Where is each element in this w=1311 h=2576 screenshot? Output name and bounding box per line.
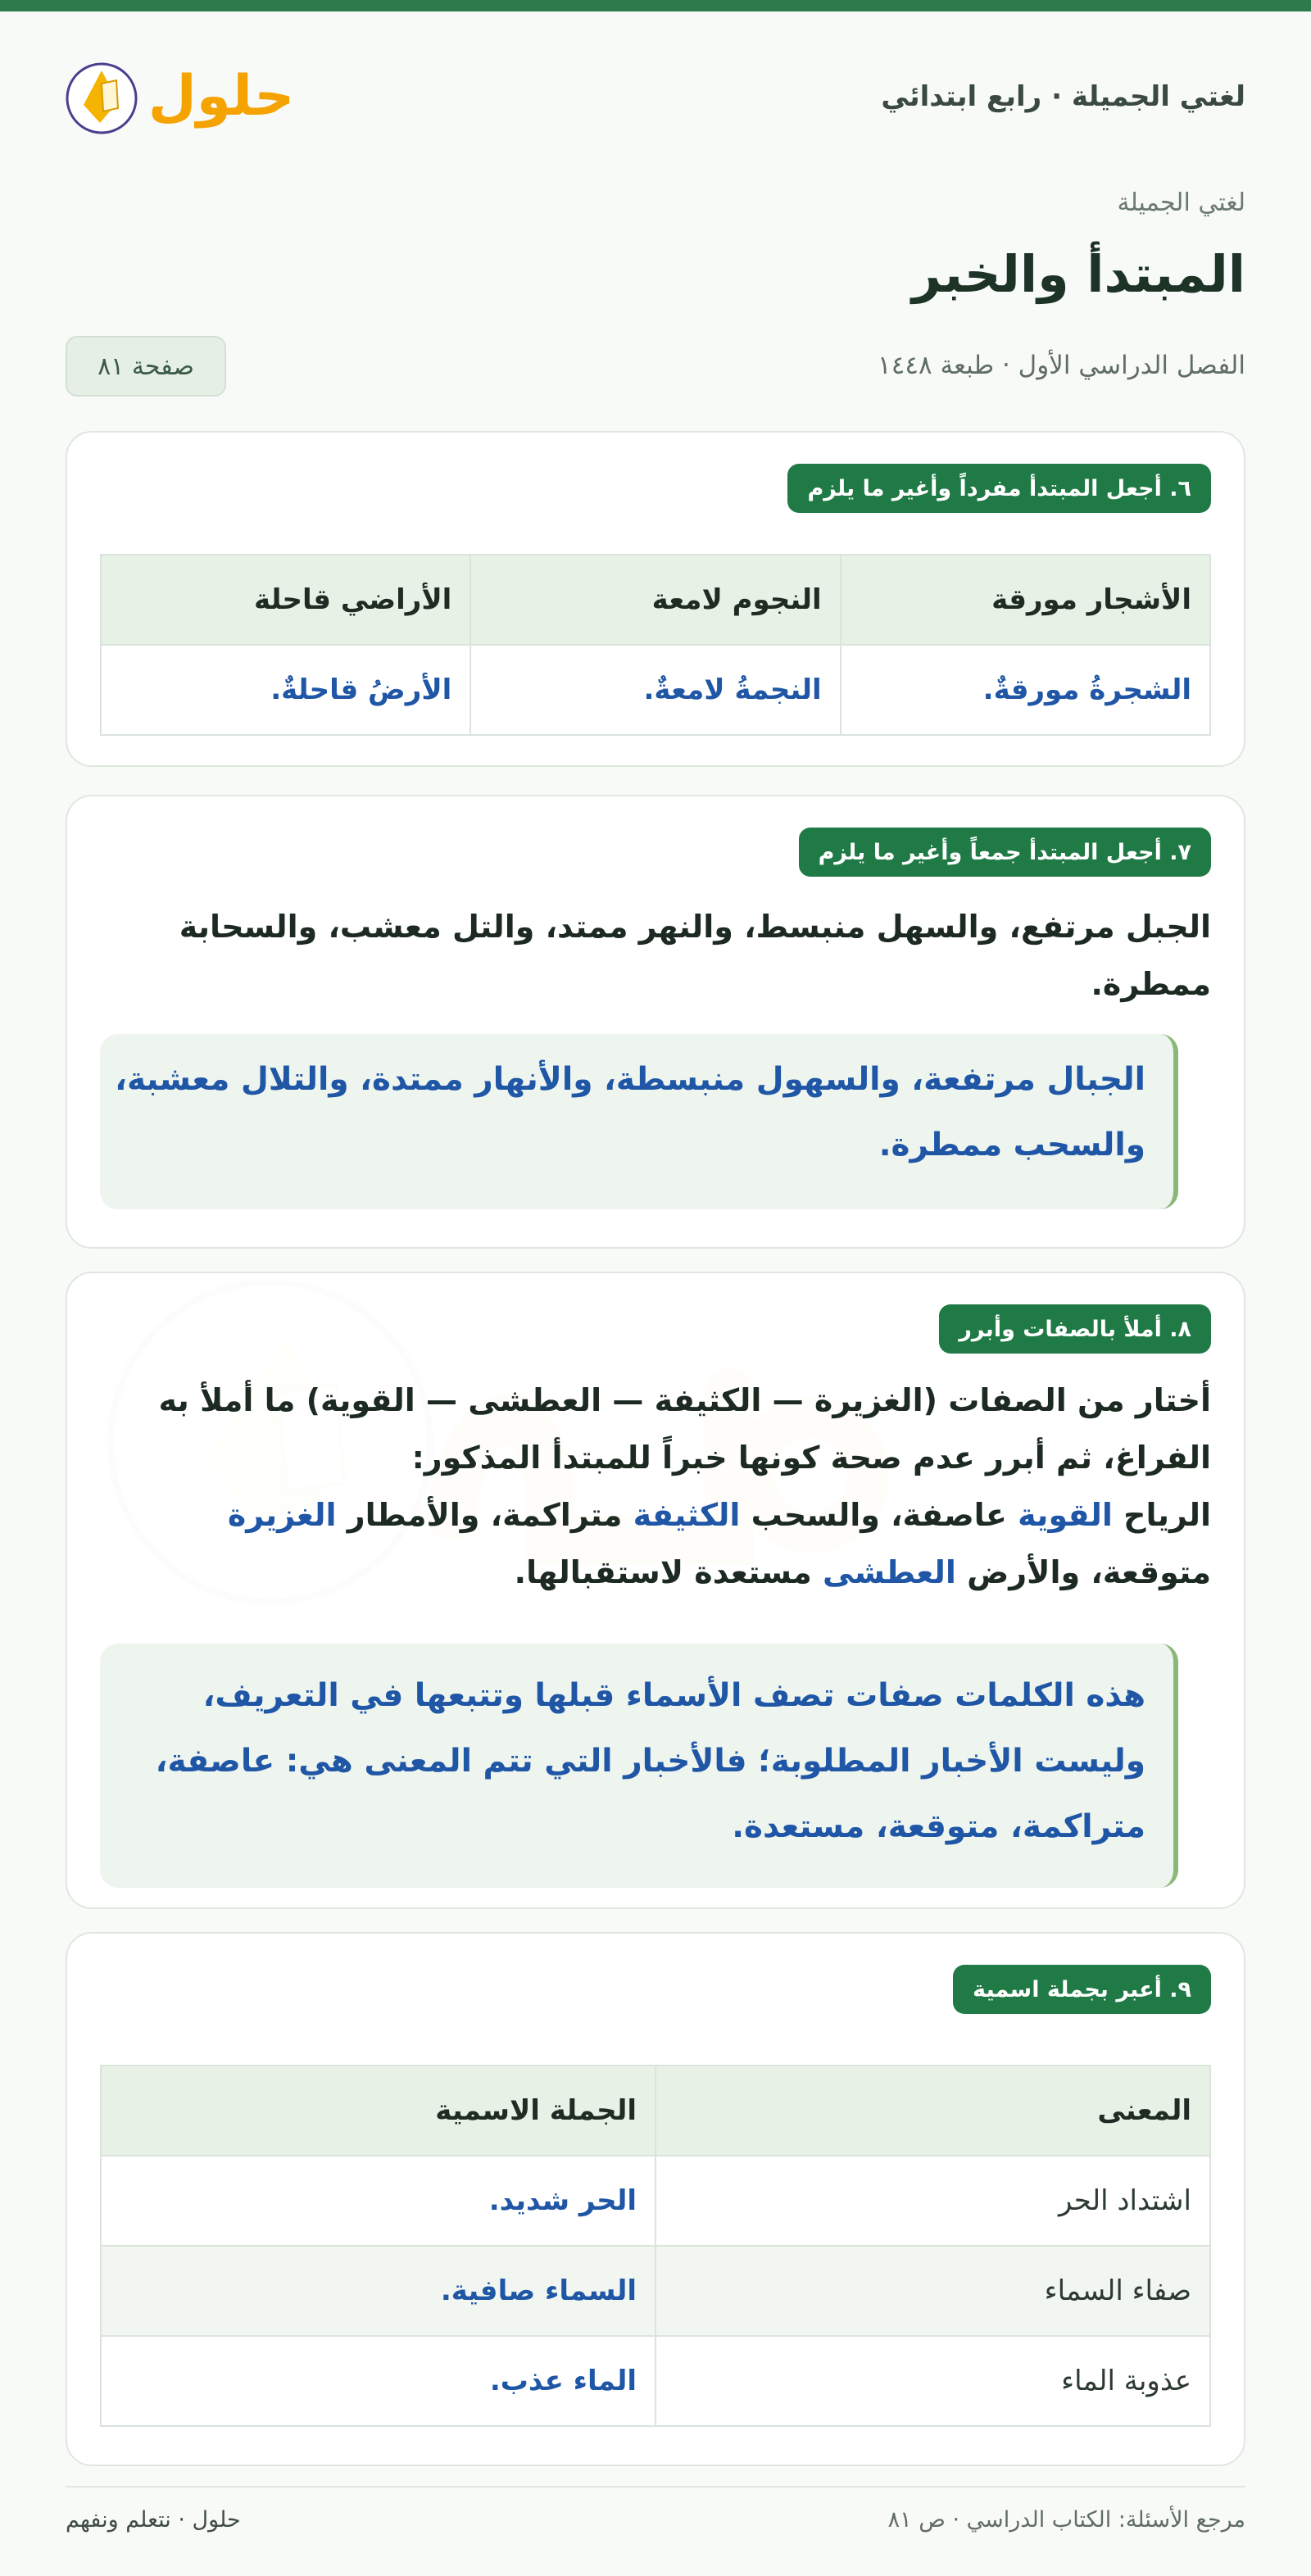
table-header-cell: النجوم لامعة bbox=[470, 555, 840, 645]
sentence-part: مستعدة لاستقبالها. bbox=[514, 1554, 823, 1590]
table-header-row bbox=[101, 2066, 1210, 2156]
book-label: لغتي الجميلة · رابع ابتدائي bbox=[881, 80, 1245, 113]
question-text-8 bbox=[100, 1372, 1211, 1601]
table-header-cell: الجملة الاسمية bbox=[101, 2066, 656, 2156]
question-text-7: الجبل مرتفع، والسهل منبسط، والنهر ممتد، والتل معشب، والسحابة ممطرة. bbox=[179, 909, 1211, 1002]
page-header bbox=[66, 11, 1245, 193]
question-badge-7: ٧. أجعل المبتدأ جمعاً وأغير ما يلزم bbox=[799, 828, 1211, 877]
answer-box-7: الجبال مرتفعة، والسهول منبسطة، والأنهار ممتدة، والتلال معشبة، والسحب ممطرة. bbox=[100, 1034, 1178, 1209]
page-number-chip: صفحة ٨١ bbox=[66, 336, 226, 397]
filled-adjective: الغزيرة bbox=[227, 1497, 337, 1533]
answer-box-8: هذه الكلمات صفات تصف الأسماء قبلها وتتبعها في التعريف، وليست الأخبار المطلوبة؛ فالأخبار التي تتم المعنى هي: عاصفة، متراكمة، متوقعة، مستعدة. bbox=[100, 1644, 1178, 1888]
question-card-6 bbox=[66, 431, 1245, 767]
filled-adjective: القوية bbox=[1018, 1497, 1113, 1533]
table-header-cell: الأشجار مورقة bbox=[841, 555, 1210, 645]
sentence-part: الرياح bbox=[1112, 1497, 1211, 1533]
table-row bbox=[101, 645, 1210, 735]
meaning-cell: صفاء السماء bbox=[656, 2246, 1210, 2336]
answer-cell: الحر شديد. bbox=[101, 2156, 656, 2246]
filled-adjective: العطشى bbox=[823, 1554, 956, 1590]
question-badge-9: ٩. أعبر بجملة اسمية bbox=[953, 1965, 1211, 2014]
nominal-sentence-table bbox=[100, 2065, 1211, 2427]
meaning-cell: عذوبة الماء bbox=[656, 2336, 1210, 2426]
footer-tagline: حلول · نتعلم ونفهم bbox=[66, 2507, 241, 2533]
question-card-8 bbox=[66, 1272, 1245, 1909]
hulul-logo[interactable] bbox=[66, 48, 303, 146]
page-title: المبتدأ والخبر bbox=[912, 244, 1245, 304]
edition-meta: الفصل الدراسي الأول · طبعة ١٤٤٨ bbox=[878, 351, 1245, 380]
top-accent-bar bbox=[0, 0, 1311, 11]
meaning-cell: اشتداد الحر bbox=[656, 2156, 1210, 2246]
answer-cell: الماء عذب. bbox=[101, 2336, 656, 2426]
table-header-cell: المعنى bbox=[656, 2066, 1210, 2156]
sentence-part: متراكمة، والأمطار bbox=[336, 1497, 633, 1533]
answer-cell: الأرضُ قاحلةٌ. bbox=[101, 645, 470, 735]
question-badge-8: ٨. أملأ بالصفات وأبرر bbox=[939, 1304, 1211, 1354]
instruction-text: أختار من الصفات (الغزيرة — الكثيفة — العطشى — القوية) ما أملأ به الفراغ، ثم أبرر عدم صحة كونها خبراً للمبتدأ المذكور: bbox=[158, 1382, 1211, 1476]
question-card-9 bbox=[66, 1932, 1245, 2466]
table-header-cell: الأراضي قاحلة bbox=[101, 555, 470, 645]
footer-reference: مرجع الأسئلة: الكتاب الدراسي · ص ٨١ bbox=[887, 2507, 1245, 2533]
question-badge-6: ٦. أجعل المبتدأ مفرداً وأغير ما يلزم bbox=[787, 464, 1211, 513]
table-header-row bbox=[101, 555, 1210, 645]
logo-wordmark: حلول bbox=[147, 64, 295, 129]
table-row bbox=[101, 2246, 1210, 2336]
question-card-7 bbox=[66, 795, 1245, 1249]
table-row bbox=[101, 2156, 1210, 2246]
sentence-part: متوقعة، والأرض bbox=[955, 1554, 1211, 1590]
singular-table bbox=[100, 554, 1211, 736]
answer-cell: الشجرةُ مورقةٌ. bbox=[841, 645, 1210, 735]
filled-adjective: الكثيفة bbox=[633, 1497, 741, 1533]
footer-divider bbox=[66, 2486, 1245, 2488]
sentence-part: عاصفة، والسحب bbox=[740, 1497, 1018, 1533]
answer-cell: النجمةُ لامعةٌ. bbox=[470, 645, 840, 735]
breadcrumb[interactable]: لغتي الجميلة bbox=[1117, 188, 1245, 217]
answer-cell: السماء صافية. bbox=[101, 2246, 656, 2336]
table-row bbox=[101, 2336, 1210, 2426]
